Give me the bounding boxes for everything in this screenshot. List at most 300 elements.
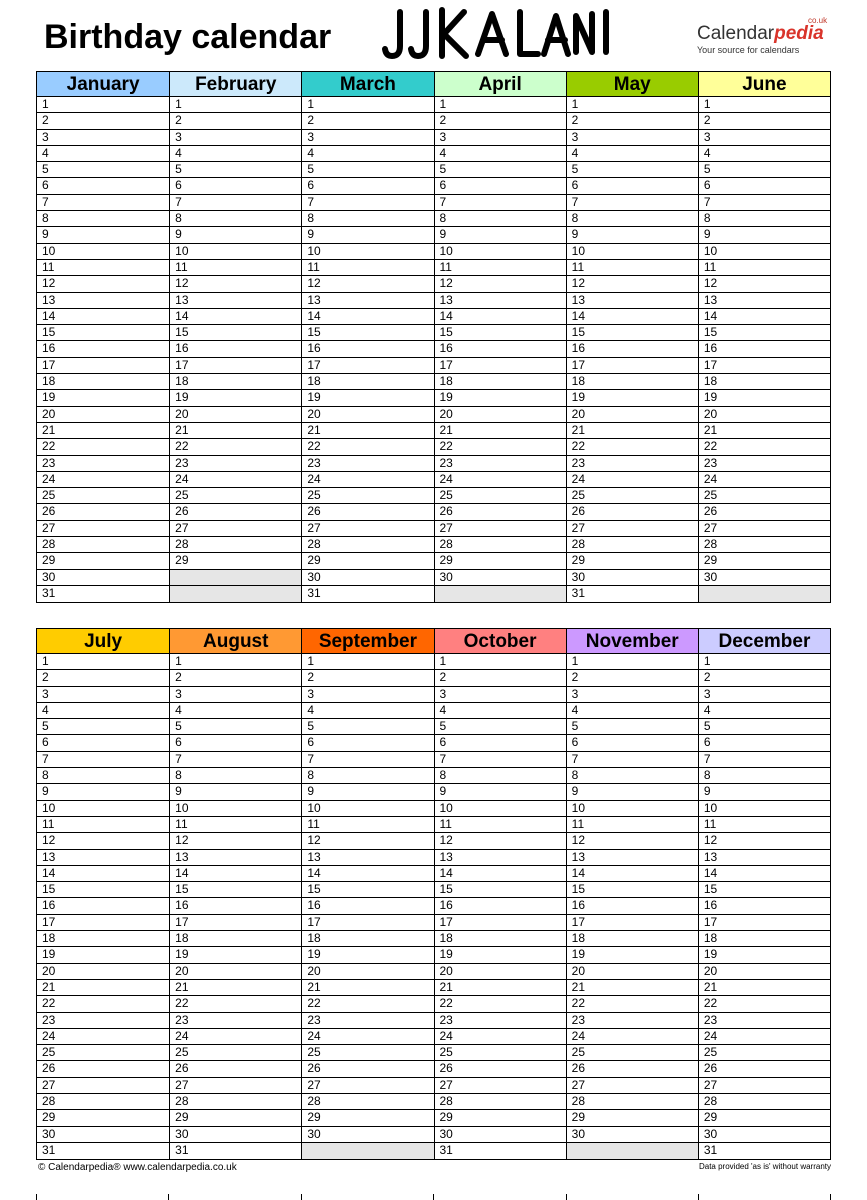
- day-cell: 24: [302, 1029, 433, 1045]
- day-cell: 6: [302, 178, 433, 194]
- day-cell: 11: [302, 260, 433, 276]
- day-cell: 30: [302, 570, 433, 586]
- day-cell: 7: [567, 195, 698, 211]
- day-cell: 7: [37, 752, 169, 768]
- day-cell: 25: [170, 488, 301, 504]
- day-cell: 29: [302, 553, 433, 569]
- day-cell: 15: [699, 882, 830, 898]
- day-cell: 15: [170, 882, 301, 898]
- month-column-july: [37, 629, 169, 1159]
- day-cell: 22: [170, 996, 301, 1012]
- day-cell: 29: [37, 1110, 169, 1126]
- day-cell: 24: [699, 1029, 830, 1045]
- day-cell: 5: [37, 162, 169, 178]
- day-cell: 30: [567, 570, 698, 586]
- month-column-december: [698, 629, 830, 1159]
- day-cell: 15: [567, 882, 698, 898]
- day-cell: 4: [302, 703, 433, 719]
- day-cell: 16: [37, 341, 169, 357]
- handwritten-name: [382, 6, 612, 62]
- day-cell: 25: [567, 1045, 698, 1061]
- day-cell: 24: [170, 1029, 301, 1045]
- day-cell: 10: [302, 244, 433, 260]
- day-cell: 27: [37, 521, 169, 537]
- day-cell: 25: [37, 488, 169, 504]
- day-cell: 18: [302, 931, 433, 947]
- day-cell: 6: [435, 178, 566, 194]
- day-cell: 8: [302, 211, 433, 227]
- day-cell: 28: [302, 537, 433, 553]
- day-cell: 21: [567, 423, 698, 439]
- day-cell: 7: [170, 752, 301, 768]
- day-cell: 7: [567, 752, 698, 768]
- day-cell: 10: [170, 801, 301, 817]
- day-cell: 26: [37, 1061, 169, 1077]
- day-cell: 2: [302, 113, 433, 129]
- day-cell: 10: [567, 801, 698, 817]
- day-cell: 28: [302, 1094, 433, 1110]
- day-cell: 2: [699, 113, 830, 129]
- day-cell: 19: [567, 390, 698, 406]
- day-cell: 8: [170, 211, 301, 227]
- day-cell: 6: [435, 735, 566, 751]
- day-cell: 2: [567, 670, 698, 686]
- day-cell: 25: [170, 1045, 301, 1061]
- day-cell: 14: [699, 309, 830, 325]
- day-cell: 14: [302, 866, 433, 882]
- day-cell: 19: [37, 390, 169, 406]
- day-cell: 4: [435, 146, 566, 162]
- day-cell: 15: [435, 882, 566, 898]
- day-cell: 13: [302, 293, 433, 309]
- day-cell: 31: [703, 1142, 718, 1157]
- day-cell: 3: [170, 130, 301, 146]
- day-cell: 28: [435, 1094, 566, 1110]
- day-cell: 4: [699, 146, 830, 162]
- day-cell: 4: [302, 146, 433, 162]
- day-cell: 3: [435, 687, 566, 703]
- day-cell: 7: [37, 195, 169, 211]
- day-cell: 9: [170, 784, 301, 800]
- day-cell: 15: [567, 325, 698, 341]
- day-cell: 20: [37, 964, 169, 980]
- month-column-march: [301, 72, 433, 602]
- day-cell: 11: [699, 817, 830, 833]
- footer-disclaimer: Data provided 'as is' without warranty: [698, 1162, 831, 1171]
- day-cell: 6: [699, 178, 830, 194]
- day-cell: 6: [170, 735, 301, 751]
- day-cell: 11: [37, 260, 169, 276]
- day-cell: 3: [170, 687, 301, 703]
- day-cell: 23: [435, 1013, 566, 1029]
- day-cell: 4: [170, 146, 301, 162]
- day-cell: 18: [170, 374, 301, 390]
- day-cell: 3: [699, 687, 830, 703]
- month-header: July: [37, 629, 169, 654]
- day-cell: 23: [170, 456, 301, 472]
- day-cell: 29: [699, 553, 830, 569]
- calendarpedia-logo: [697, 16, 837, 55]
- day-cell: 16: [170, 898, 301, 914]
- cut-mark: [830, 1194, 831, 1200]
- month-column-october: [434, 629, 566, 1159]
- day-cell: 20: [170, 964, 301, 980]
- day-cell: 22: [37, 439, 169, 455]
- day-cell: 27: [37, 1078, 169, 1094]
- day-cell: 11: [170, 260, 301, 276]
- day-cell: 2: [435, 113, 566, 129]
- day-cell: 24: [435, 472, 566, 488]
- day-cell: 17: [435, 915, 566, 931]
- month-header: March: [302, 72, 433, 97]
- day-cell: 3: [302, 130, 433, 146]
- day-cell: 14: [699, 866, 830, 882]
- day-cell: 20: [302, 964, 433, 980]
- day-cell: 21: [435, 980, 566, 996]
- day-cell: 6: [170, 178, 301, 194]
- day-cell: 24: [567, 472, 698, 488]
- day-cell: 16: [302, 341, 433, 357]
- day-cell: 11: [37, 817, 169, 833]
- day-cell: 22: [699, 996, 830, 1012]
- month-header: April: [435, 72, 566, 97]
- month-header: June: [699, 72, 830, 97]
- logo-word-a: Calendar: [697, 23, 775, 44]
- cut-mark: [698, 1194, 699, 1200]
- day-cell: 21: [170, 423, 301, 439]
- day-cell: 14: [567, 866, 698, 882]
- month-header: February: [170, 72, 301, 97]
- day-cell: 10: [699, 801, 830, 817]
- day-cell: 23: [302, 1013, 433, 1029]
- day-cell: 31: [42, 585, 56, 600]
- day-cell: 17: [302, 915, 433, 931]
- day-cell: 30: [37, 570, 169, 586]
- day-cell: 25: [37, 1045, 169, 1061]
- day-cell: 26: [302, 1061, 433, 1077]
- day-cell: 2: [37, 113, 169, 129]
- day-cell: 14: [170, 866, 301, 882]
- day-cell: 10: [170, 244, 301, 260]
- day-cell: 20: [567, 964, 698, 980]
- day-cell: 30: [170, 1127, 301, 1143]
- month-column-april: [434, 72, 566, 602]
- day-cell: 16: [699, 341, 830, 357]
- day-cell: 5: [302, 162, 433, 178]
- day-cell: 14: [37, 309, 169, 325]
- day-cell: 19: [302, 390, 433, 406]
- day-cell: 22: [567, 996, 698, 1012]
- day-cell: 22: [302, 439, 433, 455]
- day-cell: 16: [567, 341, 698, 357]
- day-cell: 29: [567, 553, 698, 569]
- month-header: December: [699, 629, 830, 654]
- day-cell: 25: [699, 488, 830, 504]
- month-column-september: [301, 629, 433, 1159]
- day-cell: 28: [435, 537, 566, 553]
- day-cell: 18: [302, 374, 433, 390]
- day-cell: 22: [435, 439, 566, 455]
- day-cell: 13: [435, 293, 566, 309]
- day-cell: 4: [435, 703, 566, 719]
- day-cell: 10: [37, 801, 169, 817]
- day-cell: 29: [567, 1110, 698, 1126]
- day-cell: 16: [37, 898, 169, 914]
- day-cell: 18: [37, 374, 169, 390]
- month-header: May: [567, 72, 698, 97]
- day-cell: 8: [699, 768, 830, 784]
- day-cell: 5: [567, 162, 698, 178]
- day-cell: 19: [699, 947, 830, 963]
- day-cell: 11: [435, 260, 566, 276]
- day-cell: 8: [37, 211, 169, 227]
- day-cell: 5: [699, 719, 830, 735]
- day-cell: 14: [37, 866, 169, 882]
- day-cell: 15: [302, 882, 433, 898]
- day-cell: 11: [699, 260, 830, 276]
- day-cell: 9: [435, 784, 566, 800]
- day-cell: 14: [567, 309, 698, 325]
- logo-word-b: pedia: [774, 23, 824, 44]
- day-cell: 1: [170, 654, 301, 670]
- day-cell: 22: [37, 996, 169, 1012]
- day-cell: 21: [170, 980, 301, 996]
- day-cell: 13: [699, 850, 830, 866]
- handwritten-name-drawing: [382, 6, 612, 62]
- day-cell: 12: [302, 833, 433, 849]
- day-cell: 24: [567, 1029, 698, 1045]
- day-cell: 5: [302, 719, 433, 735]
- cut-marks: [36, 1194, 831, 1200]
- day-cell: 25: [567, 488, 698, 504]
- month-header: November: [567, 629, 698, 654]
- cut-mark: [566, 1194, 567, 1200]
- day-cell: 12: [435, 833, 566, 849]
- day-cell: 20: [37, 407, 169, 423]
- day-cell: 27: [699, 521, 830, 537]
- day-cell: 14: [170, 309, 301, 325]
- day-cell: 9: [699, 784, 830, 800]
- day-cell: 7: [699, 752, 830, 768]
- day-cell: 9: [37, 227, 169, 243]
- day-cell: 15: [37, 882, 169, 898]
- day-cell: 19: [37, 947, 169, 963]
- day-cell: 20: [699, 407, 830, 423]
- day-cell: 1: [302, 654, 433, 670]
- day-cell: 18: [170, 931, 301, 947]
- empty-day-cell: [170, 570, 301, 586]
- day-cell: 1: [37, 654, 169, 670]
- day-cell: 2: [170, 670, 301, 686]
- day-cell: 18: [699, 374, 830, 390]
- day-cell: 6: [302, 735, 433, 751]
- day-cell: 16: [699, 898, 830, 914]
- day-cell: 12: [567, 833, 698, 849]
- day-cell: 7: [302, 752, 433, 768]
- day-cell: 7: [170, 195, 301, 211]
- day-cell: 16: [435, 898, 566, 914]
- day-cell: 6: [37, 178, 169, 194]
- day-cell: 23: [302, 456, 433, 472]
- day-cell: 30: [435, 1127, 566, 1143]
- month-column-august: [169, 629, 301, 1159]
- day-cell: 25: [699, 1045, 830, 1061]
- day-cell: 23: [435, 456, 566, 472]
- day-cell: 9: [37, 784, 169, 800]
- day-cell: 15: [699, 325, 830, 341]
- day-cell: 26: [567, 1061, 698, 1077]
- day-cell: 1: [302, 97, 433, 113]
- day-cell: 9: [567, 227, 698, 243]
- day-cell: 30: [699, 1127, 830, 1143]
- day-cell: 5: [699, 162, 830, 178]
- day-cell: 7: [435, 752, 566, 768]
- day-cell: 31: [175, 1142, 189, 1157]
- logo-wordmark: [697, 24, 837, 44]
- day-cell: 26: [699, 1061, 830, 1077]
- day-cell: 26: [170, 504, 301, 520]
- day-cell: 3: [37, 130, 169, 146]
- day-cell: 17: [170, 915, 301, 931]
- day-cell: 20: [302, 407, 433, 423]
- day-cell: 3: [699, 130, 830, 146]
- day-cell: 12: [435, 276, 566, 292]
- day-cell: 10: [699, 244, 830, 260]
- day-cell: 21: [37, 423, 169, 439]
- day-cell: 13: [170, 293, 301, 309]
- day-cell: 28: [37, 1094, 169, 1110]
- day-cell: 27: [302, 1078, 433, 1094]
- day-cell: 27: [170, 521, 301, 537]
- day-cell: 25: [302, 488, 433, 504]
- day-cell: 1: [699, 97, 830, 113]
- day-cell: 21: [302, 423, 433, 439]
- day-cell: 3: [567, 130, 698, 146]
- day-cell: 27: [567, 1078, 698, 1094]
- month-header: August: [170, 629, 301, 654]
- day-cell: 4: [567, 146, 698, 162]
- day-cell: 25: [435, 1045, 566, 1061]
- day-cell: 2: [170, 113, 301, 129]
- day-cell: 27: [699, 1078, 830, 1094]
- day-cell: 30: [699, 570, 830, 586]
- day-cell: 6: [37, 735, 169, 751]
- cut-mark: [36, 1194, 37, 1200]
- empty-day-cell: [699, 586, 830, 602]
- day-cell: 3: [302, 687, 433, 703]
- month-header: January: [37, 72, 169, 97]
- day-cell: 5: [567, 719, 698, 735]
- day-cell: 17: [699, 358, 830, 374]
- day-cell: 26: [302, 504, 433, 520]
- footer-copyright: © Calendarpedia® www.calendarpedia.co.uk: [38, 1162, 237, 1173]
- day-cell: 27: [170, 1078, 301, 1094]
- day-cell: 18: [699, 931, 830, 947]
- day-cell: 26: [435, 1061, 566, 1077]
- day-cell: 31: [571, 585, 586, 600]
- day-cell: 15: [37, 325, 169, 341]
- day-cell: 30: [302, 1127, 433, 1143]
- day-cell: 17: [435, 358, 566, 374]
- day-cell: 8: [170, 768, 301, 784]
- day-cell: 17: [170, 358, 301, 374]
- day-cell: 26: [37, 504, 169, 520]
- day-cell: 1: [37, 97, 169, 113]
- day-cell: 18: [37, 931, 169, 947]
- day-cell: 29: [302, 1110, 433, 1126]
- day-cell: 2: [37, 670, 169, 686]
- day-cell: 21: [302, 980, 433, 996]
- day-cell: 9: [170, 227, 301, 243]
- empty-day-cell: [567, 1143, 698, 1159]
- day-cell: 4: [37, 146, 169, 162]
- day-cell: 22: [699, 439, 830, 455]
- day-cell: 11: [302, 817, 433, 833]
- day-cell: 9: [567, 784, 698, 800]
- day-cell: 29: [170, 553, 301, 569]
- day-cell: 12: [170, 833, 301, 849]
- day-cell: 10: [567, 244, 698, 260]
- day-cell: 6: [699, 735, 830, 751]
- day-cell: 28: [170, 537, 301, 553]
- day-cell: 19: [567, 947, 698, 963]
- day-cell: 5: [435, 162, 566, 178]
- day-cell: 21: [567, 980, 698, 996]
- logo-superscript: co.uk: [808, 16, 828, 25]
- day-cell: 26: [170, 1061, 301, 1077]
- day-cell: 8: [302, 768, 433, 784]
- day-cell: 20: [567, 407, 698, 423]
- day-cell: 1: [435, 654, 566, 670]
- day-cell: 17: [567, 358, 698, 374]
- day-cell: 21: [699, 423, 830, 439]
- day-cell: 12: [699, 833, 830, 849]
- day-cell: 20: [699, 964, 830, 980]
- day-cell: 12: [302, 276, 433, 292]
- day-cell: 7: [302, 195, 433, 211]
- day-cell: 12: [37, 833, 169, 849]
- page-title: Birthday calendar: [44, 18, 332, 56]
- day-cell: 23: [37, 456, 169, 472]
- day-cell: 17: [37, 915, 169, 931]
- day-cell: 15: [170, 325, 301, 341]
- day-cell: 27: [435, 1078, 566, 1094]
- day-cell: 19: [699, 390, 830, 406]
- day-cell: 1: [170, 97, 301, 113]
- day-cell: 18: [435, 931, 566, 947]
- day-cell: 24: [37, 472, 169, 488]
- day-cell: 2: [567, 113, 698, 129]
- day-cell: 1: [567, 97, 698, 113]
- day-cell: 8: [567, 211, 698, 227]
- day-cell: 31: [439, 1142, 453, 1157]
- day-cell: 16: [567, 898, 698, 914]
- day-cell: 17: [37, 358, 169, 374]
- day-cell: 29: [435, 553, 566, 569]
- day-cell: 22: [302, 996, 433, 1012]
- day-cell: 10: [435, 801, 566, 817]
- day-cell: 23: [567, 1013, 698, 1029]
- day-cell: 24: [170, 472, 301, 488]
- day-cell: 13: [435, 850, 566, 866]
- day-cell: 9: [302, 784, 433, 800]
- day-cell: 18: [567, 374, 698, 390]
- month-column-may: [566, 72, 698, 602]
- day-cell: 22: [435, 996, 566, 1012]
- day-cell: 13: [567, 293, 698, 309]
- calendar-half-year-1: [36, 71, 831, 603]
- day-cell: 10: [435, 244, 566, 260]
